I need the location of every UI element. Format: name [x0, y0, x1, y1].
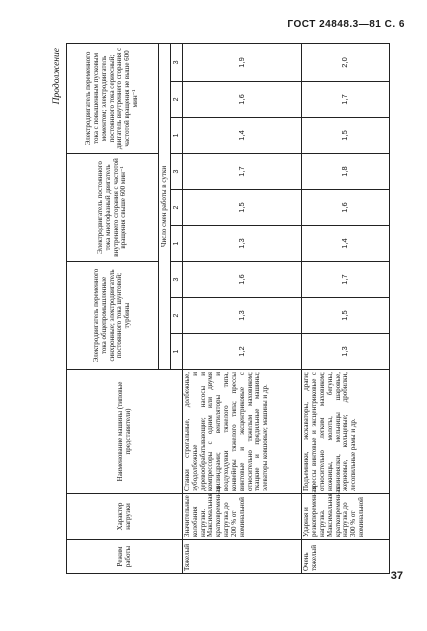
page-header: ГОСТ 24848.3—81 С. 6 [287, 19, 405, 30]
row-value: 1,3 [183, 298, 302, 334]
row-mode: Очень тяжелый [302, 540, 390, 574]
belt-service-factor-table [66, 43, 390, 574]
header-motor-group-1: Электродвигатель переменного тока общепромышленные синхронные; электродвигатель постоянного тока шунтовой; турбины [67, 261, 159, 369]
header-mode: Режим работы [67, 540, 183, 574]
row-value: 1,4 [302, 225, 390, 261]
row-value: 1,5 [302, 117, 390, 153]
continuation-label: Продолжение [52, 48, 62, 105]
shift-number: 2 [171, 189, 183, 225]
header-motor-group-2: Электродвигатель постоянного тока многофазный двигатель внутреннего сгорания с частотой вращения свыше 600 мин⁻¹ [67, 153, 159, 261]
page-number: 37 [390, 570, 403, 582]
shift-number: 2 [171, 298, 183, 334]
header-machine-name: Наименование машины (типовые представители) [67, 370, 183, 494]
row-value: 1,2 [183, 334, 302, 370]
shift-number: 3 [171, 261, 183, 297]
row-mode: Тяжелый [183, 540, 302, 574]
shift-number: 1 [171, 117, 183, 153]
row-value: 1,5 [302, 298, 390, 334]
table-row [302, 43, 390, 573]
row-value: 1,4 [183, 117, 302, 153]
row-value: 1,9 [183, 43, 302, 81]
row-value: 1,3 [302, 334, 390, 370]
row-value: 1,7 [183, 153, 302, 189]
header-motor-group-3: Электродвигатель переменного тока с повышенным пусковым моментом; электродвигатель постоянного тока сериесный; двигатель внутреннего сгорания с частотой вращения не выше 600 мин⁻¹ [67, 43, 159, 153]
row-value: 1,3 [183, 225, 302, 261]
shift-number: 2 [171, 81, 183, 117]
row-value: 1,8 [302, 153, 390, 189]
row-load: Ударная и резкопеременная нагрузка. Максимальная кратковременная нагрузка до 300 % от номинальной [302, 494, 390, 540]
shift-number: 3 [171, 153, 183, 189]
shift-number: 3 [171, 43, 183, 81]
row-value: 1,7 [302, 81, 390, 117]
shift-number: 1 [171, 334, 183, 370]
row-value: 2,0 [302, 43, 390, 81]
rotated-table-content [52, 44, 390, 574]
shift-number: 1 [171, 225, 183, 261]
row-value: 1,6 [183, 81, 302, 117]
row-value: 1,6 [302, 189, 390, 225]
rotated-table-area [52, 44, 390, 574]
row-machines: Станки строгальные, долбежные, зубодолбежные и деревообрабатывающие; насосы и компрессоры с одним или двумя цилиндрами; вентиляторы и воздуходувки тяжелого типа, конвейеры тяжелого типа; прессы винтовые и эксцентриковые с относительно тяжелым маховиком; ткацкие и прядильные машины; элеваторы ковшовые; машины и др. [183, 370, 302, 494]
row-machines: Подъемники, экскаваторы, драги; прессы винтовые и эксцентриковые с относительно легким маховиком; ножницы, молоты, бегуны, глиномялки, мельницы шаровые, жерновые, кольцевые; дробилки, лесопильные рамы и др. [302, 370, 390, 494]
table-row [183, 43, 302, 573]
header-load: Характер нагрузки [67, 494, 183, 540]
row-value: 1,6 [183, 261, 302, 297]
row-value: 1,5 [183, 189, 302, 225]
row-value: 1,7 [302, 261, 390, 297]
row-load: Значительные колебания нагрузки. Максимальная кратковременная нагрузка до 200 % от номинальной [183, 494, 302, 540]
header-shifts-label: Число смен работы в сутки [159, 43, 171, 369]
